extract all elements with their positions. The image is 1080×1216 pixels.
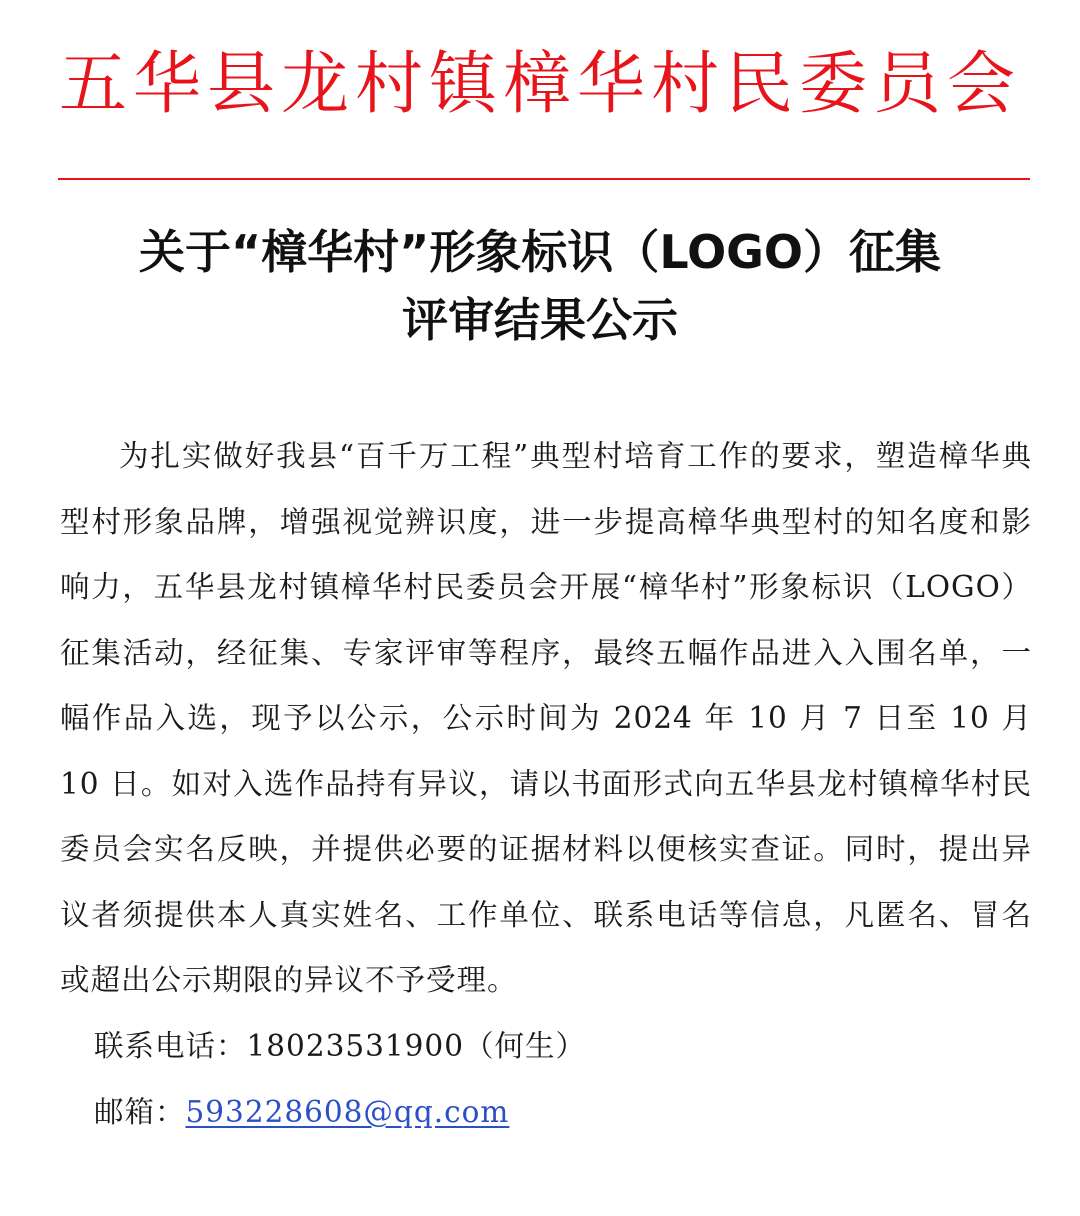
phone-label: 联系电话： bbox=[94, 1029, 247, 1063]
document-title bbox=[50, 218, 1030, 354]
title-line-1: 关于“樟华村”形象标识（LOGO）征集 bbox=[138, 225, 942, 279]
phone-value: 18023531900（何生） bbox=[246, 1029, 586, 1063]
contact-phone bbox=[94, 1016, 586, 1076]
body-paragraph: 为扎实做好我县“百千万工程”典型村培育工作的要求，塑造樟华典型村形象品牌，增强视觉辨识度，进一步提高樟华典型村的知名度和影响力，五华县龙村镇樟华村民委员会开展“樟华村”形象标识（LOGO）征集活动，经征集、专家评审等程序，最终五幅作品进入入围名单，一幅作品入选，现予以公示，公示时间为 2024 年 10 月 7 日至 10 月 10 日。如对入选作品持有异议，请以书面形式向五华县龙村镇樟华村民委员会实名反映，并提供必要的证据材料以便核实查证。同时，提出异议者须提供本人真实姓名、工作单位、联系电话等信息，凡匿名、冒名或超出公示期限的异议不予受理。 bbox=[60, 439, 1032, 997]
organization-header: 五华县龙村镇樟华村民委员会 bbox=[58, 45, 1021, 124]
email-label: 邮箱： bbox=[94, 1095, 186, 1129]
email-link[interactable]: 593228608@qq.com bbox=[185, 1095, 510, 1129]
body-text bbox=[60, 424, 1032, 1014]
title-line-2: 评审结果公示 bbox=[402, 293, 678, 347]
contact-email bbox=[94, 1082, 509, 1142]
header-divider bbox=[58, 178, 1030, 180]
